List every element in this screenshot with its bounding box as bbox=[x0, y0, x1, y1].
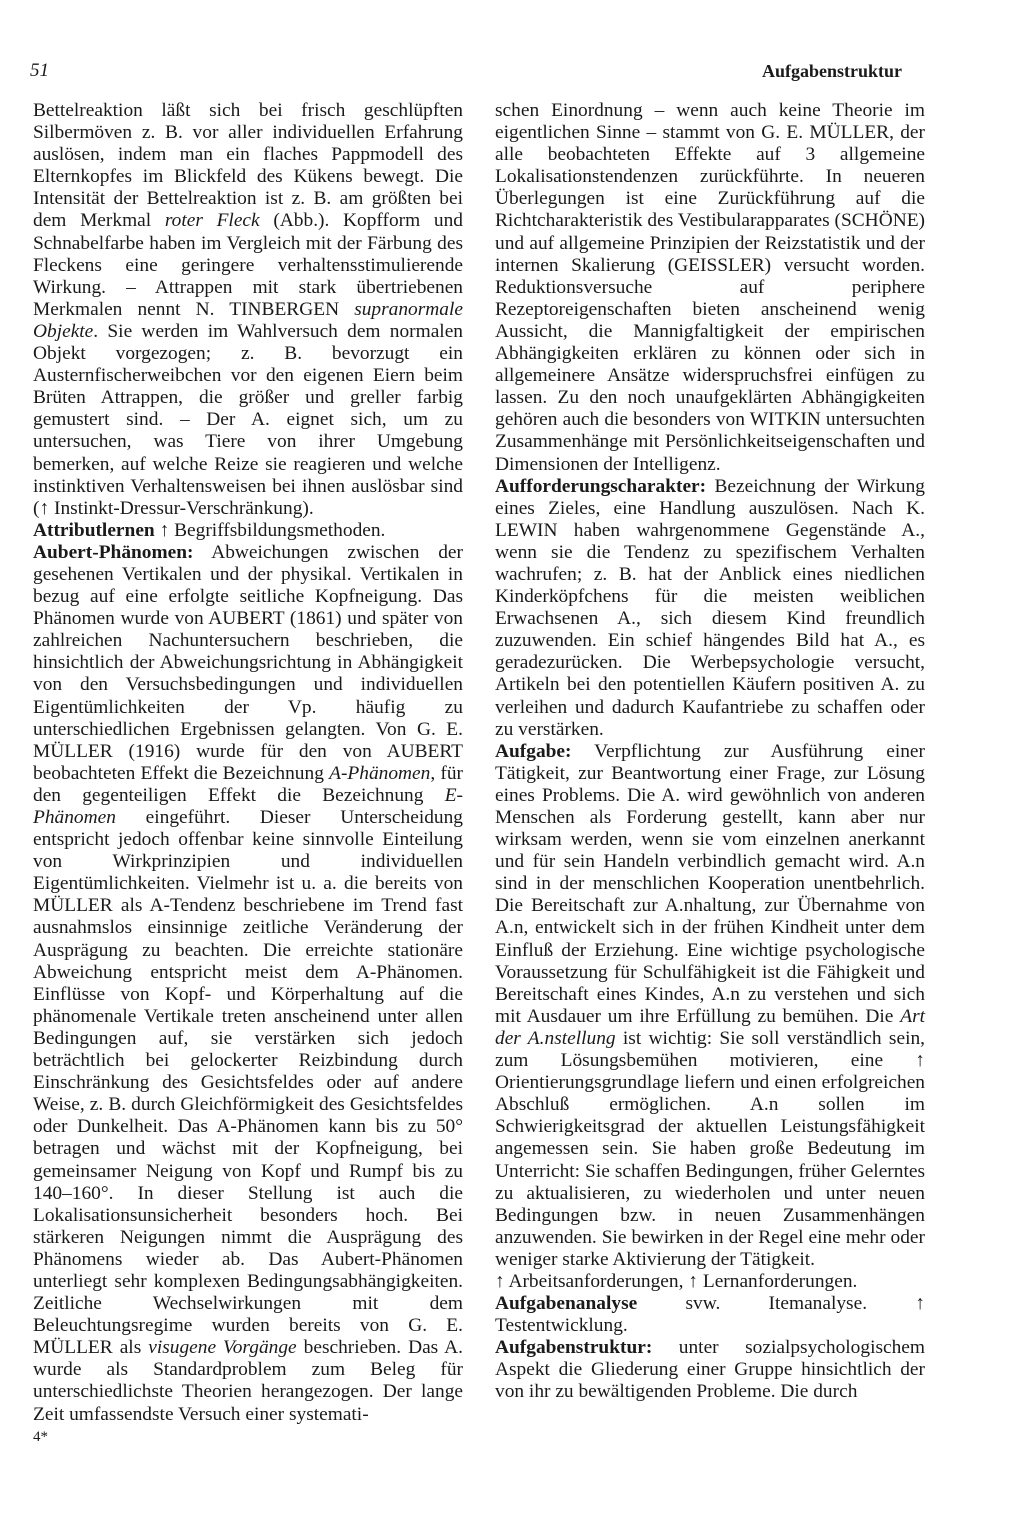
entry-aufgabenanalyse: Aufgabenanalyse svw. Itemanalyse. ↑ Testentwicklung. bbox=[495, 1293, 925, 1337]
entry-aufforderungscharakter: Aufforderungscharakter: Bezeichnung der Wirkung eines Zieles, eine Handlung auszulösen. Nach K. LEWIN haben wahrgenommene Gegenstände A., wenn sie die Tendenz zu spezifischem Verhalten wachrufen; z. B. hat der Anblick eines niedlichen Kinderköpfchens für die meisten weiblichen Erwachsenen A., sich diesem Kind freundlich zuzuwenden. Ein schief hängendes Bild hat A., es geradezurücken. Die Werbepsychologie versucht, Artikeln bei den potentiellen Käufern positiven A. zu verleihen und dadurch Kaufantriebe zu schaffen oder zu verstärken. bbox=[495, 475, 925, 740]
entry-continuation: Bettelreaktion läßt sich bei frisch geschlüpften Silbermöven z. B. vor aller individuellen Erfahrung auslösen, indem man ein flaches Pappmodell des Elternkopfes im Blickfeld des Kükens bewegt. Die Intensität der Bettelreaktion ist z. B. am größten bei dem Merkmal roter Fleck (Abb.). Kopfform und Schnabelfarbe haben im Vergleich mit der Färbung des Fleckens eine geringere verhaltensstimulierende Wirkung. – Attrappen mit stark übertriebenen Merkmalen nennt N. TINBERGEN supranormale Objekte. Sie werden im Wahlversuch dem normalen Objekt vorgezogen; z. B. bevorzugt ein Austernfischerweibchen vor den eigenen Eiern beim Brüten Attrappen, die größer und greller farbig gemustert sind. – Der A. eignet sich, um zu untersuchen, was Tiere von ihrer Umgebung bemerken, auf welche Reize sie reagieren und welche instinktiven Verhaltensweisen bei ihnen auslösbar sind (↑ Instinkt-Dressur-Verschränkung). bbox=[33, 100, 463, 519]
headword: Aubert-Phänomen: bbox=[33, 541, 194, 563]
signature-mark: 4* bbox=[33, 1429, 48, 1445]
entry-aufgabe: Aufgabe: Verpflichtung zur Ausführung einer Tätigkeit, zur Beantwortung einer Frage, zur Lösung eines Problems. Die A. wird gewöhnlich von anderen Menschen als Forderung gestellt, kann aber nur wirksam werden, wenn sie vom einzelnen anerkannt und für sein Handeln verbindlich gemacht wird. A.n sind in der menschlichen Kooperation unentbehrlich. Die Bereitschaft zur A.nhaltung, zur Übernahme von A.n, entwickelt sich in der frühen Kindheit unter dem Einfluß der Erziehung. Eine wichtige psychologische Voraussetzung für Schulfähigkeit ist die Fähigkeit und Bereitschaft eines Kindes, A.n zu verstehen und sich mit Ausdauer um ihre Erfüllung zu bemühen. Die Art der A.nstellung ist wichtig: Sie soll verständlich sein, zum Lösungsbemühen motivieren, eine ↑ Orientierungsgrundlage liefern und einen erfolgreichen Abschluß ermöglichen. A.n sollen im Schwierigkeitsgrad der aktuellen Leistungsfähigkeit angemessen sein. Sie haben große Bedeutung im Unterricht: Sie schaffen Bedingungen, früher Gelerntes zu aktualisieren, zu wiederholen und unter neuen Bedingungen bzw. in neuen Zusammenhängen anzuwenden. Sie bewirken in der Regel eine mehr oder weniger starke Aktivierung der Tätigkeit. bbox=[495, 740, 925, 1270]
headword: Aufgabe: bbox=[495, 740, 572, 762]
headword: Attributlernen bbox=[33, 519, 155, 541]
page-number: 51 bbox=[30, 60, 49, 81]
entry-attributlernen: Attributlernen ↑ Begriffsbildungsmethoden. bbox=[33, 519, 386, 541]
entry-aubert-phaenomen: Aubert-Phänomen: Abweichungen zwischen der gesehenen Vertikalen und der physikal. Vertikalen in bezug auf eine erfolgte seitliche Kopfneigung. Das Phänomen wurde von AUBERT (1861) und später von zahlreichen Nachuntersuchern beschrieben, die hinsichtlich der Abweichungsrichtung in Abhängigkeit von den Versuchsbedingungen und individuellen Eigentümlichkeiten der Vp. häufig zu unterschiedlichen Ergebnissen gelangten. Von G. E. MÜLLER (1916) wurde für den von AUBERT beobachteten Effekt die Bezeichnung A-Phänomen, für den gegenteiligen Effekt die Bezeichnung E-Phänomen eingeführt. Dieser Unterscheidung entspricht jedoch offenbar keine sinnvolle Einteilung von Wirkprinzipien und individuellen Eigentümlichkeiten. Vielmehr ist u. a. die bereits von MÜLLER als A-Tendenz beschriebene im Trend fast ausnahmslos einsinnige zeitliche Veränderung der Ausprägung zu beachten. Die erreichte stationäre Abweichung entspricht meist dem A-Phänomen. Einflüsse von Kopf- und Körperhaltung auf die phänomenale Vertikale treten anscheinend unter allen Bedingungen auf, sie verstärken sich jedoch beträchtlich bei gelockerter Reizbindung durch Einschränkung des Gesichtsfeldes oder auf andere Weise, z. B. durch Gleichförmigkeit des Gesichtsfeldes oder Dunkelheit. Das A-Phänomen kann bis zu 50° betragen und wächst mit der Kopfneigung, bei gemeinsamer Neigung von Kopf und Rumpf bis zu 140–160°. In dieser Stellung ist auch die Lokalisationsunsicherheit besonders hoch. Bei stärkeren Neigungen nimmt die Ausprägung des Phänomens wieder ab. Das Aubert-Phänomen unterliegt sehr komplexen Bedingungsabhängigkeiten. Zeitliche Wechselwirkungen mit dem Beleuchtungsregime wurden bereits von G. E. MÜLLER als visugene Vorgänge beschrieben. Das A. wurde als Standardproblem zum Beleg für unterschiedlichste Theorien herangezogen. Der lange Zeit umfassendste Versuch einer systemati- bbox=[33, 541, 464, 1425]
left-column bbox=[33, 100, 463, 1426]
right-column bbox=[495, 100, 925, 1404]
cross-references: ↑ Arbeitsanforderungen, ↑ Lernanforderungen. bbox=[495, 1270, 858, 1292]
entry-aufgabenstruktur: Aufgabenstruktur: unter sozialpsychologischem Aspekt die Gliederung einer Gruppe hinsichtlich der von ihr zu bewältigenden Probleme. Die durch bbox=[495, 1337, 925, 1403]
headword: Aufforderungscharakter: bbox=[495, 475, 707, 497]
entry-aubert-continuation: schen Einordnung – wenn auch keine Theorie im eigentlichen Sinne – stammt von G. E. MÜLLER, der alle beobachteten Effekte auf 3 allgemeine Lokalisationstendenzen zurückführte. In neueren Überlegungen ist eine Zurückführung auf die Richtcharakteristik des Vestibularapparates (SCHÖNE) und auf allgemeine Prinzipien der Reizstatistik und der internen Skalierung (GEISSLER) versucht worden. Reduktionsversuche auf periphere Rezeptoreigenschaften bieten anscheinend wenig Aussicht, die Mannigfaltigkeit der empirischen Abhängigkeiten erklären zu können oder sich in allgemeinere Ansätze widerspruchsfrei einfügen zu lassen. Zu den noch unaufgeklärten Abhängigkeiten gehören auch die besonders von WITKIN untersuchten Zusammenhänge mit Persönlichkeitseigenschaften und Dimensionen der Intelligenz. bbox=[495, 100, 925, 475]
headword: Aufgabenanalyse bbox=[495, 1293, 638, 1315]
running-head: Aufgabenstruktur bbox=[761, 61, 902, 81]
headword: Aufgabenstruktur: bbox=[495, 1337, 653, 1359]
